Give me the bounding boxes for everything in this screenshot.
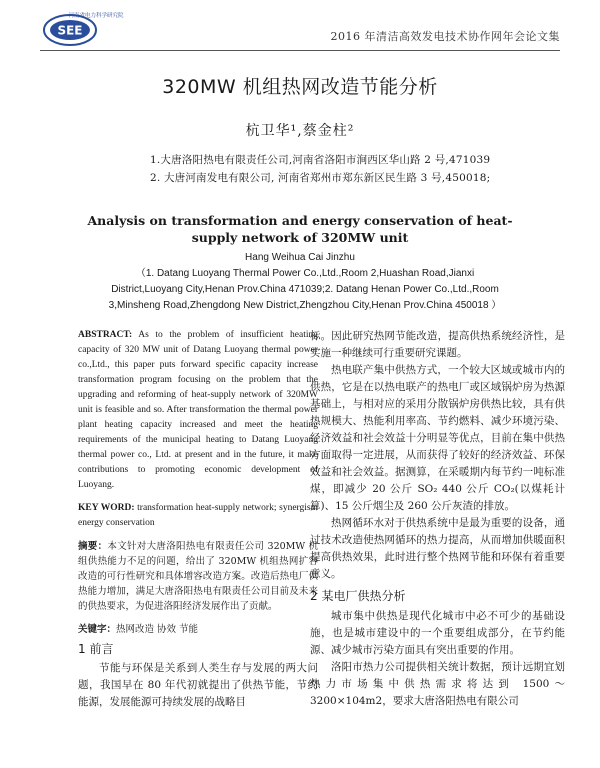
right-paragraph-2: 热电联产集中供热方式，一个较大区域或城市内的供热，它是在以热电联产的热电厂或区域锅炉房为热源基础上，与相对应的采用分散锅炉房供热比较，具有供热规模大、热能利用率高、节约燃料、减少环境污染、经济效益和社会效益十分明显等优点，目前在集中供热方面取得一定进展，从而获得了较好的经济效益、环保效益和社会效益。据测算，在采暖期内每节约一吨标准煤，即减少 20 公斤 SO₂ 440 公斤 CO₂(以煤耗计算)、15 公斤烟尘及 260 公斤灰渣的排放。	[310, 364, 565, 512]
section-1-paragraph: 节能与环保是关系到人类生存与发展的两大问题，我国早在 80 年代初就提出了供热节能，节约能源，发展能源可持续发展的战略目	[78, 662, 318, 708]
header-rule	[40, 50, 560, 51]
english-title: Analysis on transformation and energy conservation of heat-supply network of 320MW unit	[87, 213, 513, 245]
right-paragraph-1: 标。因此研究热网节能改造，提高供热系统经济性，是实施一种继续可行重要研究课题。	[310, 330, 565, 359]
zh-abstract-text: 本文针对大唐洛阳热电有限责任公司 320MW 机组供热能力不足的问题，给出了 320MW 机组热网扩容改造的可行性研究和具体增容改造方案。改造后热电厂供热能力增加，满足大唐洛阳热电有限责任公司目前及未来的供热要求，为促进洛阳经济发展作出了贡献。	[78, 541, 318, 612]
english-abstract	[78, 328, 318, 493]
zh-keyword-text: 热网改造 协效 节能	[116, 624, 199, 635]
journal-title: 2016 年清洁高效发电技术协作网年会论文集	[330, 30, 560, 43]
page-header	[40, 8, 560, 48]
section-1-heading: 1 前言	[78, 642, 114, 656]
paper-title: 320MW 机组热网改造节能分析	[162, 76, 438, 98]
english-affiliation: （1. Datang Luoyang Thermal Power Co.,Ltd.,Room 2,Huashan Road,Jianxi District,Luoyang City,Henan Prov.China 471039;2. Datang Henan Power Co.,Ltd.,Room 3,Minsheng Road,Zhengdong New District,Zhengzhou City,Henan Prov.China 450018 ）	[108, 268, 502, 311]
abstract-label: ABSTRACT:	[78, 330, 133, 340]
keyword-text: transformation heat-supply network; synergism energy conservation	[78, 503, 319, 528]
english-authors: Hang Weihua Cai Jinzhu	[245, 252, 355, 263]
left-column	[78, 328, 318, 711]
zh-keyword-label: 关键字：	[78, 624, 117, 635]
affiliation-2: 2. 大唐河南发电有限公司, 河南省郑州市郑东新区民生路 3 号,450018;	[150, 172, 491, 184]
logo-caption: 河南省电力科学研究院	[68, 13, 124, 19]
zh-abstract-label: 摘要：	[78, 541, 108, 552]
right-column	[310, 328, 565, 710]
right-paragraph-4: 城市集中供热是现代化城市中必不可少的基础设施，也是城市建设中的一个重要组成部分，在节约能源、减少城市污染方面具有突出重要的作用。	[310, 610, 565, 656]
chinese-abstract	[78, 539, 318, 614]
chinese-keywords	[78, 622, 318, 637]
section-2-heading: 2 某电厂供热分析	[310, 589, 406, 603]
right-paragraph-3: 热网循环水对于供热系统中是最为重要的设备，通过技术改造使热网循环的热力提高，从而增加供暖面积提高供热效果，此时进行整个热网节能和环保有着重要意义。	[310, 517, 565, 580]
keyword-label: KEY WORD:	[78, 503, 135, 513]
right-paragraph-5: 洛阳市热力公司提供相关统计数据，预计远期宜划热力市场集中供热需求将达到 1500～3200×104m2，要求大唐洛阳热电有限公司	[310, 661, 565, 707]
logo-text: SEE	[57, 23, 83, 38]
english-keywords	[78, 501, 318, 531]
institute-logo-icon	[40, 8, 126, 48]
abstract-text: As to the problem of insufficient heating capacity of 320 MW unit of Datang Luoyang thermal power co.,Ltd., this paper puts forward specific capacity increase transformation program focusing on the problem that the upgrading and reforming of heat-supply network of 320MW unit is feasible and so. After transformation the thermal power plant heating capacity increased and meet the heating requirements of the municipal heating to Datang Luoyang thermal power co., Ltd. at present and in the future, it make contributions to promoting economic development of Luoyang.	[78, 330, 318, 490]
paper-authors: 杭卫华¹,蔡金柱²	[245, 123, 355, 139]
affiliation-1: 1.大唐洛阳热电有限责任公司,河南省洛阳市涧西区华山路 2 号,471039	[150, 154, 491, 166]
